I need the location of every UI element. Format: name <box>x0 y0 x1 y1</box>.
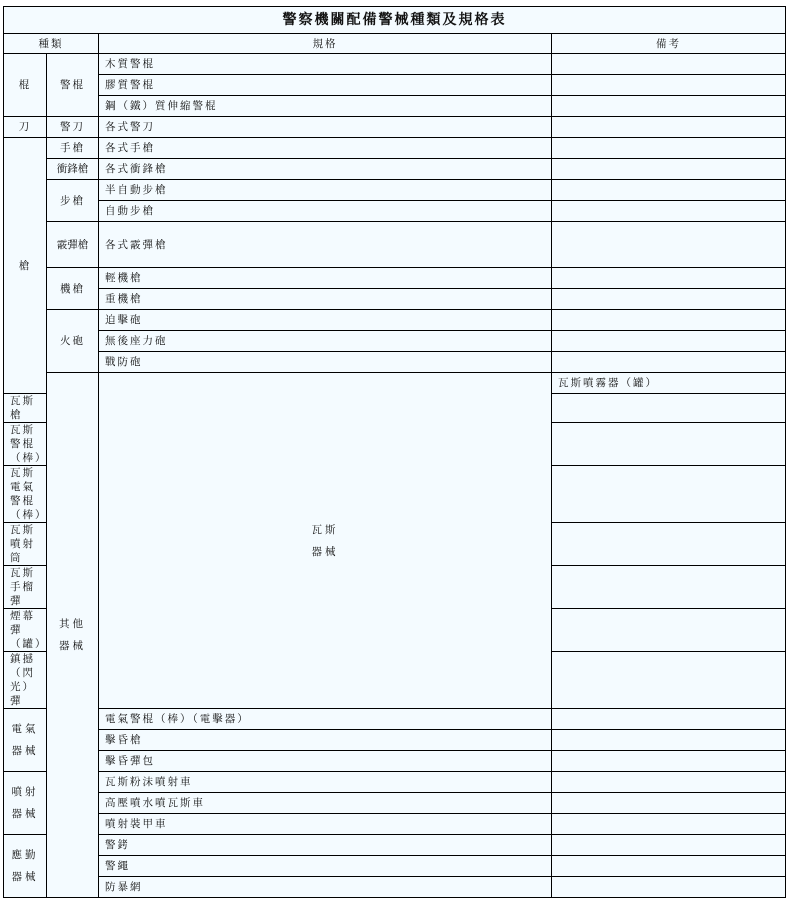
spec-cell: 各式手槍 <box>99 138 552 159</box>
table-row <box>4 54 786 75</box>
spec-cell: 鋼（鐵）質伸縮警棍 <box>99 96 552 117</box>
remarks-cell <box>552 730 786 751</box>
spec-cell: 膠質警棍 <box>99 75 552 96</box>
remarks-cell <box>552 423 786 466</box>
remarks-cell <box>552 180 786 201</box>
remarks-cell <box>552 877 786 898</box>
remarks-cell <box>552 709 786 730</box>
table-row <box>4 856 786 877</box>
table-row <box>4 117 786 138</box>
remarks-cell <box>552 222 786 268</box>
spec-cell: 警繩 <box>99 856 552 877</box>
subcategory-smg: 衝鋒槍 <box>47 159 99 180</box>
table-row <box>4 772 786 793</box>
spec-cell: 戰防砲 <box>99 352 552 373</box>
spec-cell: 噴射裝甲車 <box>99 814 552 835</box>
remarks-cell <box>552 856 786 877</box>
spec-cell: 煙幕彈（罐） <box>4 609 47 652</box>
table-row <box>4 373 786 394</box>
spec-cell: 電氣警棍（棒）（電擊器） <box>99 709 552 730</box>
remarks-cell <box>552 466 786 523</box>
remarks-cell <box>552 310 786 331</box>
remarks-cell <box>552 289 786 310</box>
table-row <box>4 751 786 772</box>
table-title: 警察機關配備警械種類及規格表 <box>4 7 786 34</box>
spec-cell: 瓦斯噴射筒 <box>4 523 47 566</box>
remarks-cell <box>552 201 786 222</box>
table-row <box>4 352 786 373</box>
remarks-cell <box>552 352 786 373</box>
remarks-cell <box>552 772 786 793</box>
subcategory-baton: 警棍 <box>47 54 99 117</box>
subcategory-pistol: 手槍 <box>47 138 99 159</box>
table-row <box>4 709 786 730</box>
spec-cell: 輕機槍 <box>99 268 552 289</box>
spec-cell: 防暴網 <box>99 877 552 898</box>
spec-cell: 自動步槍 <box>99 201 552 222</box>
table-row <box>4 835 786 856</box>
category-knife: 刀 <box>4 117 47 138</box>
subcategory-rifle: 步槍 <box>47 180 99 222</box>
remarks-cell <box>552 394 786 423</box>
spec-cell: 鎮撼（閃光）彈 <box>4 652 47 709</box>
remarks-cell <box>552 268 786 289</box>
spec-cell: 高壓噴水噴瓦斯車 <box>99 793 552 814</box>
header-remarks: 備考 <box>552 34 786 54</box>
remarks-cell <box>552 96 786 117</box>
table-row <box>4 331 786 352</box>
remarks-cell <box>552 75 786 96</box>
table-row <box>4 814 786 835</box>
table-row <box>4 877 786 898</box>
category-baton: 棍 <box>4 54 47 117</box>
subcategory-spray: 噴射器械 <box>4 772 47 835</box>
subcategory-knife: 警刀 <box>47 117 99 138</box>
table-row <box>4 730 786 751</box>
spec-cell: 瓦斯粉沫噴射車 <box>99 772 552 793</box>
remarks-cell <box>552 751 786 772</box>
spec-cell: 各式霰彈槍 <box>99 222 552 268</box>
spec-cell: 擊昏槍 <box>99 730 552 751</box>
header-spec: 規格 <box>99 34 552 54</box>
subcategory-mg: 機槍 <box>47 268 99 310</box>
subcategory-shotgun: 霰彈槍 <box>47 222 99 268</box>
spec-cell: 重機槍 <box>99 289 552 310</box>
table-row <box>4 75 786 96</box>
spec-cell: 迫擊砲 <box>99 310 552 331</box>
table-row <box>4 96 786 117</box>
remarks-cell <box>552 814 786 835</box>
table-row <box>4 268 786 289</box>
table-row <box>4 180 786 201</box>
spec-cell: 無後座力砲 <box>99 331 552 352</box>
table-row <box>4 159 786 180</box>
spec-cell: 擊昏彈包 <box>99 751 552 772</box>
spec-cell: 瓦斯噴霧器（罐） <box>552 373 786 394</box>
remarks-cell <box>552 159 786 180</box>
remarks-cell <box>552 138 786 159</box>
table-row <box>4 222 786 268</box>
subcategory-electric: 電氣器械 <box>4 709 47 772</box>
document-page <box>3 6 785 893</box>
remarks-cell <box>552 523 786 566</box>
spec-cell: 瓦斯手榴彈 <box>4 566 47 609</box>
subcategory-gas: 瓦斯器械 <box>99 373 552 709</box>
spec-cell: 各式警刀 <box>99 117 552 138</box>
remarks-cell <box>552 117 786 138</box>
category-other: 其他器械 <box>47 373 99 898</box>
table-row <box>4 138 786 159</box>
remarks-cell <box>552 609 786 652</box>
remarks-cell <box>552 54 786 75</box>
remarks-cell <box>552 331 786 352</box>
table-row <box>4 793 786 814</box>
table-row <box>4 310 786 331</box>
header-kind: 種類 <box>4 34 99 54</box>
spec-cell: 木質警棍 <box>99 54 552 75</box>
subcategory-artillery: 火砲 <box>47 310 99 373</box>
spec-cell: 半自動步槍 <box>99 180 552 201</box>
remarks-cell <box>552 793 786 814</box>
spec-cell: 瓦斯電氣警棍（棒） <box>4 466 47 523</box>
remarks-cell <box>552 835 786 856</box>
remarks-cell <box>552 652 786 709</box>
equipment-spec-table <box>3 6 786 898</box>
subcategory-duty: 應勤器械 <box>4 835 47 898</box>
remarks-cell <box>552 566 786 609</box>
spec-cell: 瓦斯槍 <box>4 394 47 423</box>
table-row <box>4 201 786 222</box>
table-row <box>4 289 786 310</box>
category-gun: 槍 <box>4 138 47 394</box>
spec-cell: 各式衝鋒槍 <box>99 159 552 180</box>
spec-cell: 警銬 <box>99 835 552 856</box>
spec-cell: 瓦斯警棍（棒） <box>4 423 47 466</box>
